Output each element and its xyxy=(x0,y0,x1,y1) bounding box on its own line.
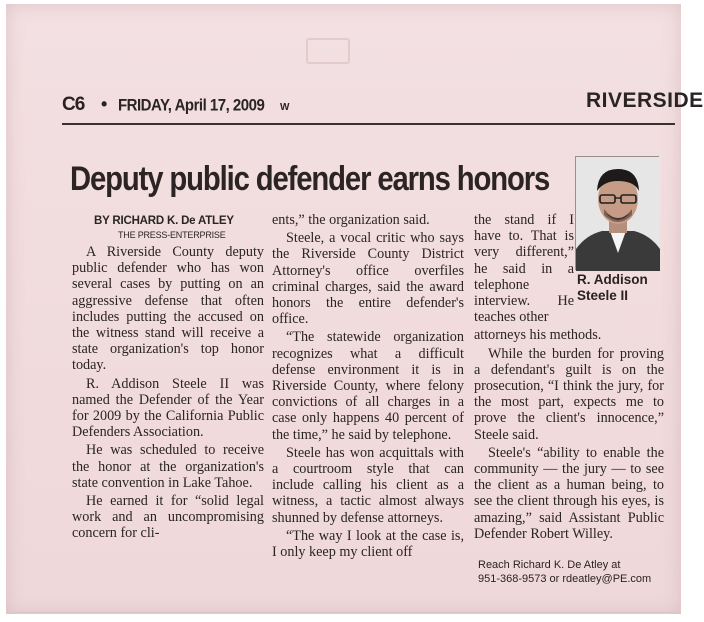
paragraph: Steele has won acquittals with a courtroom style that can include calling his client as a witness, a tactic almost always shunned by defense attorneys. xyxy=(272,444,464,526)
paragraph: He earned it for “solid legal work and an uncompromising concern for cli- xyxy=(72,493,264,542)
photo-caption-line: Steele II xyxy=(577,288,629,303)
paragraph: Steele, a vocal critic who says the Riverside County District Attorney's office overfiles criminal charges, said the award honors the entire defender's office. xyxy=(272,230,464,328)
byline-organization: THE PRESS-ENTERPRISE xyxy=(118,230,226,240)
paragraph: A Riverside County deputy public defender who has won several cases by putting on an aggressive defense that often includes putting the accused on the witness stand will receive a state organization's top honor today. xyxy=(72,244,264,374)
paragraph: Steele's “ability to enable the community — the jury — to see the client as a human being, to see the client through his eyes, is amazing,” said Assistant Public Defender Robert Willey. xyxy=(474,444,664,542)
page-header xyxy=(0,84,704,124)
article-column-1 xyxy=(72,244,264,544)
contact-line: Reach Richard K. De Atley at xyxy=(478,559,621,571)
reporter-contact xyxy=(478,558,668,586)
paragraph: ents,” the organization said. xyxy=(272,212,430,228)
paragraph: “The statewide organization recognizes what a difficult defense environment it is in Riverside County, where felony convictions of all charges in a case only happens 40 percent of the time,” he said by telephone. xyxy=(272,329,464,443)
page-number: C6 xyxy=(62,94,85,115)
paragraph: attorneys his methods. xyxy=(474,327,602,344)
section-name: RIVERSIDE xyxy=(586,89,704,112)
paragraph: While the burden for proving a defendant's guilt is on the prosecution, “I think the jury, for the most part, expects me to prove the client's innocence,” Steele said. xyxy=(474,345,664,443)
paragraph: R. Addison Steele II was named the Defender of the Year for 2009 by the California Public Defenders Association. xyxy=(72,375,264,441)
edition-mark: W xyxy=(280,102,290,113)
header-rule xyxy=(62,123,675,125)
headline: Deputy public defender earns honors xyxy=(70,160,550,198)
paragraph: He was scheduled to receive the honor at the organization's state convention in Lake Tahoe. xyxy=(72,442,264,491)
bleed-through-box xyxy=(306,38,350,64)
article-column-2 xyxy=(272,212,464,562)
header-separator: • xyxy=(101,94,108,114)
article-column-3 xyxy=(474,212,664,544)
publication-date: FRIDAY, April 17, 2009 xyxy=(118,96,265,115)
contact-line: 951-368-9573 or rdeatley@PE.com xyxy=(478,573,652,585)
bleed-through-ghost xyxy=(184,34,569,68)
photo-caption-line: R. Addison xyxy=(577,272,648,287)
paragraph: “The way I look at the case is, I only keep my client off xyxy=(272,527,464,561)
paragraph: the stand if I have to. That is very different,” he said in a telephone interview. He teaches other xyxy=(474,212,574,326)
byline: BY RICHARD K. De ATLEY xyxy=(94,215,234,227)
clipping-edge xyxy=(6,612,681,613)
